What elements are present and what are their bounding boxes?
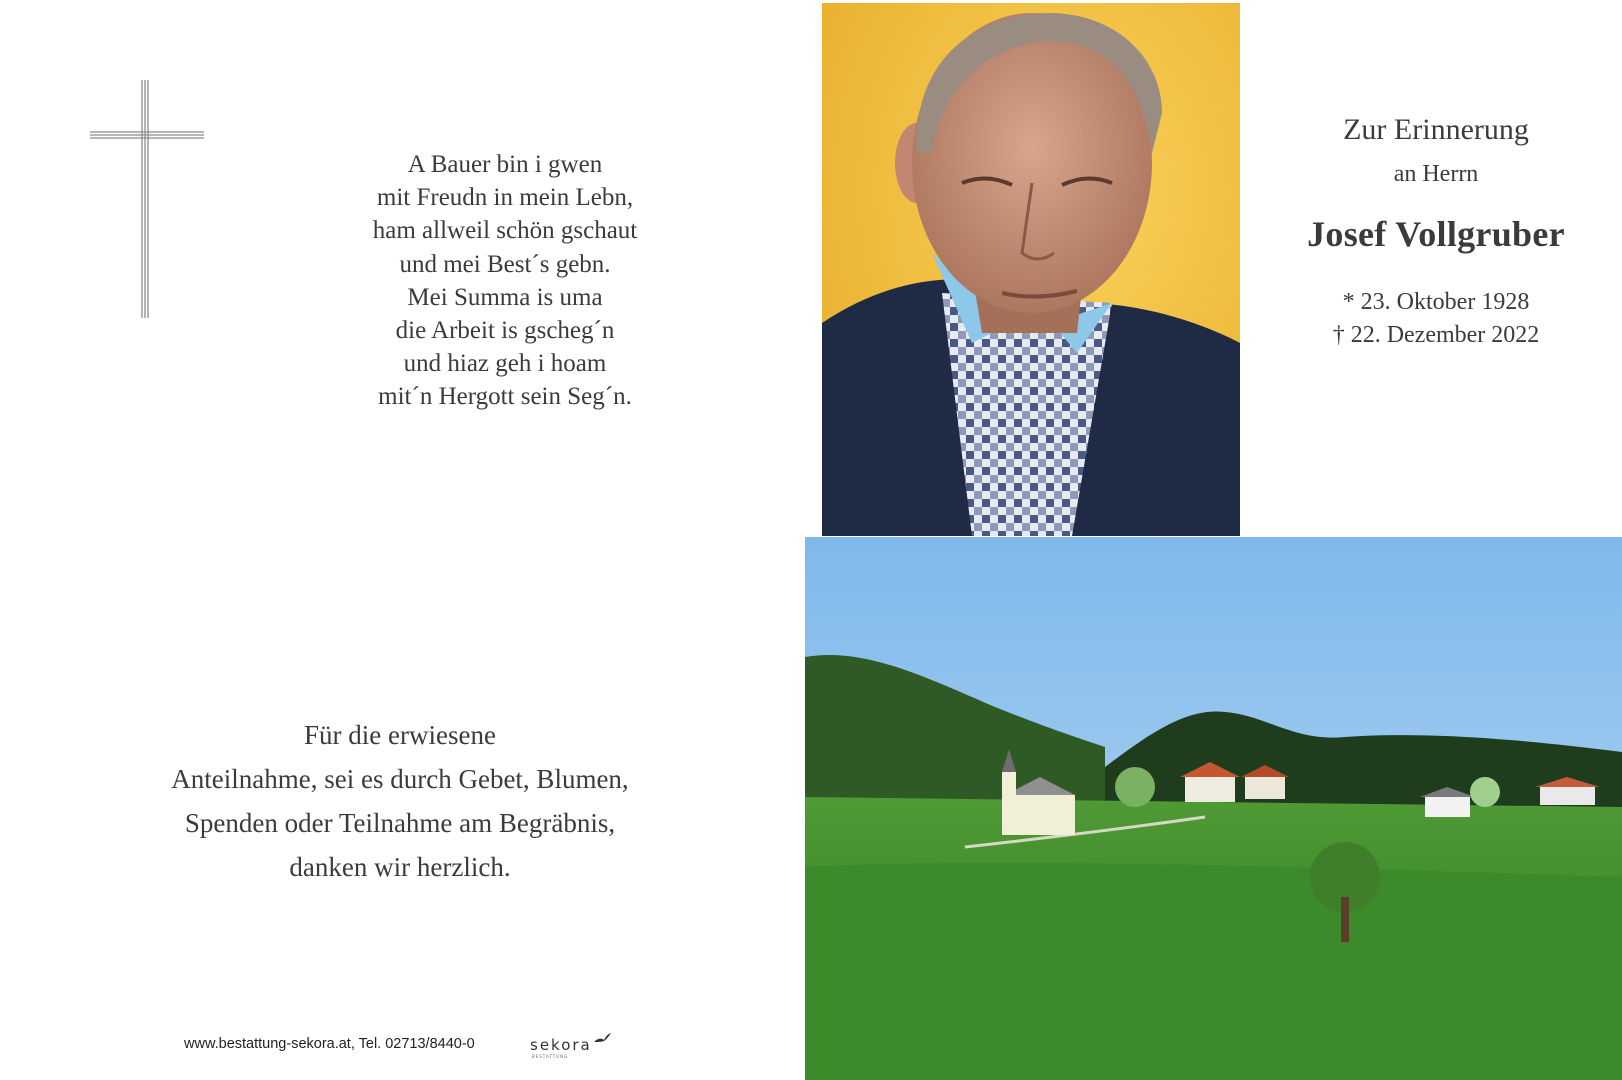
poem [300,148,710,414]
death-date: † 22. Dezember 2022 [1332,322,1540,348]
memorial-salutation: an Herrn [1393,161,1479,187]
thanks-block [120,713,680,889]
logo-subtitle: BESTATTUNG [532,1054,569,1059]
thanks-line: Für die erwiesene [304,720,496,750]
cross-icon [88,78,206,320]
memorial-block [1250,110,1622,352]
poem-line: die Arbeit is gscheg´n [395,317,615,345]
memorial-intro: Zur Erinnerung [1343,113,1529,146]
poem-line: ham allweil schön gschaut [372,217,638,245]
landscape-photo [805,537,1622,1080]
thanks-line: Anteilnahme, sei es durch Gebet, Blumen, [171,764,629,794]
poem-line: Mei Summa is uma [407,283,603,311]
thanks-line: Spenden oder Teilnahme am Begräbnis, [184,808,616,838]
funeral-home-logo [530,1028,610,1058]
deceased-name: Josef Vollgruber [1307,214,1565,254]
poem-line: A Bauer bin i gwen [407,151,603,178]
birth-date: * 23. Oktober 1928 [1342,289,1530,315]
poem-line: und hiaz geh i hoam [403,350,607,378]
poem-line: und mei Best´s gebn. [399,250,611,278]
portrait-photo [822,3,1240,536]
footer-contact: www.bestattung-sekora.at, Tel. 02713/8440-0 [184,1036,475,1052]
poem-line: mit Freudn in mein Lebn, [376,184,634,212]
logo-text: sekora [530,1036,592,1054]
poem-line: mit´n Hergott sein Seg´n. [378,383,632,411]
bird-icon [592,1028,612,1048]
thanks-line: danken wir herzlich. [289,852,511,882]
